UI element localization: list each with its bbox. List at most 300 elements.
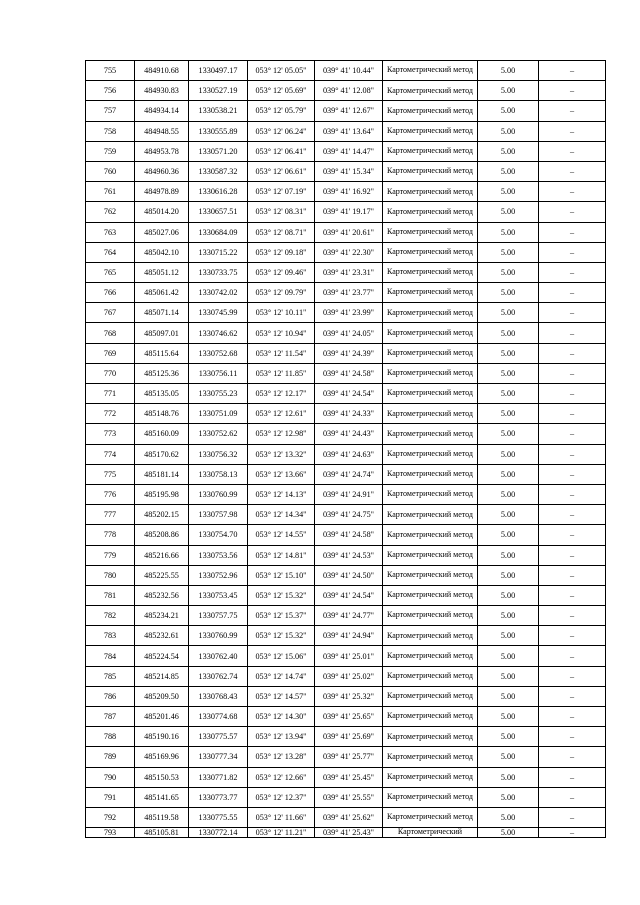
note-cell: – bbox=[539, 222, 606, 242]
accuracy-cell: 5.00 bbox=[478, 828, 539, 838]
method-cell: Картометрический метод bbox=[383, 121, 478, 141]
table-row bbox=[86, 141, 606, 161]
longitude-cell: 039° 41' 13.64" bbox=[315, 121, 383, 141]
x-coordinate-cell: 485234.21 bbox=[135, 606, 189, 626]
method-cell: Картометрический метод bbox=[383, 323, 478, 343]
longitude-cell: 039° 41' 24.58" bbox=[315, 525, 383, 545]
point-number-cell: 760 bbox=[86, 161, 135, 181]
note-cell: – bbox=[539, 444, 606, 464]
table-row bbox=[86, 101, 606, 121]
latitude-cell: 053° 12' 13.28" bbox=[248, 747, 315, 767]
method-cell: Картометрический метод bbox=[383, 727, 478, 747]
y-coordinate-cell: 1330762.74 bbox=[189, 666, 248, 686]
point-number-cell: 776 bbox=[86, 484, 135, 504]
accuracy-cell: 5.00 bbox=[478, 262, 539, 282]
accuracy-cell: 5.00 bbox=[478, 585, 539, 605]
x-coordinate-cell: 485027.06 bbox=[135, 222, 189, 242]
table-row bbox=[86, 323, 606, 343]
y-coordinate-cell: 1330760.99 bbox=[189, 484, 248, 504]
table-row bbox=[86, 121, 606, 141]
method-cell: Картометрический метод bbox=[383, 141, 478, 161]
accuracy-cell: 5.00 bbox=[478, 182, 539, 202]
accuracy-cell: 5.00 bbox=[478, 686, 539, 706]
note-cell: – bbox=[539, 707, 606, 727]
method-cell: Картометрический метод bbox=[383, 646, 478, 666]
x-coordinate-cell: 485160.09 bbox=[135, 424, 189, 444]
table-row bbox=[86, 626, 606, 646]
method-cell: Картометрический метод bbox=[383, 161, 478, 181]
x-coordinate-cell: 484960.36 bbox=[135, 161, 189, 181]
table-row bbox=[86, 161, 606, 181]
longitude-cell: 039° 41' 10.44" bbox=[315, 61, 383, 81]
latitude-cell: 053° 12' 12.17" bbox=[248, 384, 315, 404]
x-coordinate-cell: 485232.61 bbox=[135, 626, 189, 646]
accuracy-cell: 5.00 bbox=[478, 707, 539, 727]
latitude-cell: 053° 12' 12.98" bbox=[248, 424, 315, 444]
note-cell: – bbox=[539, 686, 606, 706]
x-coordinate-cell: 485208.86 bbox=[135, 525, 189, 545]
method-cell: Картометрический метод bbox=[383, 484, 478, 504]
longitude-cell: 039° 41' 24.43" bbox=[315, 424, 383, 444]
longitude-cell: 039° 41' 12.67" bbox=[315, 101, 383, 121]
note-cell: – bbox=[539, 161, 606, 181]
accuracy-cell: 5.00 bbox=[478, 303, 539, 323]
table-row bbox=[86, 182, 606, 202]
point-number-cell: 777 bbox=[86, 505, 135, 525]
x-coordinate-cell: 485014.20 bbox=[135, 202, 189, 222]
table-row bbox=[86, 242, 606, 262]
y-coordinate-cell: 1330538.21 bbox=[189, 101, 248, 121]
accuracy-cell: 5.00 bbox=[478, 363, 539, 383]
table-row bbox=[86, 424, 606, 444]
accuracy-cell: 5.00 bbox=[478, 323, 539, 343]
y-coordinate-cell: 1330774.68 bbox=[189, 707, 248, 727]
accuracy-cell: 5.00 bbox=[478, 727, 539, 747]
point-number-cell: 793 bbox=[86, 828, 135, 838]
longitude-cell: 039° 41' 22.30" bbox=[315, 242, 383, 262]
point-number-cell: 779 bbox=[86, 545, 135, 565]
y-coordinate-cell: 1330777.34 bbox=[189, 747, 248, 767]
note-cell: – bbox=[539, 182, 606, 202]
point-number-cell: 789 bbox=[86, 747, 135, 767]
x-coordinate-cell: 485097.01 bbox=[135, 323, 189, 343]
x-coordinate-cell: 485232.56 bbox=[135, 585, 189, 605]
y-coordinate-cell: 1330752.62 bbox=[189, 424, 248, 444]
x-coordinate-cell: 485119.58 bbox=[135, 807, 189, 827]
point-number-cell: 788 bbox=[86, 727, 135, 747]
table-row bbox=[86, 202, 606, 222]
table-row bbox=[86, 525, 606, 545]
y-coordinate-cell: 1330657.51 bbox=[189, 202, 248, 222]
point-number-cell: 765 bbox=[86, 262, 135, 282]
x-coordinate-cell: 484948.55 bbox=[135, 121, 189, 141]
table-row bbox=[86, 262, 606, 282]
latitude-cell: 053° 12' 15.32" bbox=[248, 585, 315, 605]
latitude-cell: 053° 12' 14.81" bbox=[248, 545, 315, 565]
method-cell: Картометрический метод bbox=[383, 404, 478, 424]
longitude-cell: 039° 41' 20.61" bbox=[315, 222, 383, 242]
longitude-cell: 039° 41' 23.31" bbox=[315, 262, 383, 282]
point-number-cell: 790 bbox=[86, 767, 135, 787]
table-row bbox=[86, 404, 606, 424]
x-coordinate-cell: 485115.64 bbox=[135, 343, 189, 363]
note-cell: – bbox=[539, 525, 606, 545]
y-coordinate-cell: 1330733.75 bbox=[189, 262, 248, 282]
accuracy-cell: 5.00 bbox=[478, 384, 539, 404]
latitude-cell: 053° 12' 14.34" bbox=[248, 505, 315, 525]
x-coordinate-cell: 485042.10 bbox=[135, 242, 189, 262]
table-row bbox=[86, 606, 606, 626]
x-coordinate-cell: 485170.62 bbox=[135, 444, 189, 464]
latitude-cell: 053° 12' 15.32" bbox=[248, 626, 315, 646]
y-coordinate-cell: 1330756.11 bbox=[189, 363, 248, 383]
y-coordinate-cell: 1330587.32 bbox=[189, 161, 248, 181]
point-number-cell: 766 bbox=[86, 283, 135, 303]
longitude-cell: 039° 41' 16.92" bbox=[315, 182, 383, 202]
point-number-cell: 772 bbox=[86, 404, 135, 424]
method-cell: Картометрический метод bbox=[383, 686, 478, 706]
note-cell: – bbox=[539, 828, 606, 838]
accuracy-cell: 5.00 bbox=[478, 464, 539, 484]
method-cell: Картометрический метод bbox=[383, 444, 478, 464]
latitude-cell: 053° 12' 09.18" bbox=[248, 242, 315, 262]
method-cell: Картометрический метод bbox=[383, 707, 478, 727]
longitude-cell: 039° 41' 12.08" bbox=[315, 81, 383, 101]
method-cell: Картометрический метод bbox=[383, 767, 478, 787]
table-row bbox=[86, 384, 606, 404]
accuracy-cell: 5.00 bbox=[478, 505, 539, 525]
note-cell: – bbox=[539, 464, 606, 484]
accuracy-cell: 5.00 bbox=[478, 484, 539, 504]
longitude-cell: 039° 41' 25.45" bbox=[315, 767, 383, 787]
method-cell: Картометрический метод bbox=[383, 202, 478, 222]
method-cell: Картометрический метод bbox=[383, 505, 478, 525]
latitude-cell: 053° 12' 06.41" bbox=[248, 141, 315, 161]
latitude-cell: 053° 12' 13.66" bbox=[248, 464, 315, 484]
latitude-cell: 053° 12' 14.13" bbox=[248, 484, 315, 504]
y-coordinate-cell: 1330757.98 bbox=[189, 505, 248, 525]
note-cell: – bbox=[539, 343, 606, 363]
accuracy-cell: 5.00 bbox=[478, 545, 539, 565]
note-cell: – bbox=[539, 787, 606, 807]
latitude-cell: 053° 12' 09.46" bbox=[248, 262, 315, 282]
accuracy-cell: 5.00 bbox=[478, 626, 539, 646]
accuracy-cell: 5.00 bbox=[478, 525, 539, 545]
longitude-cell: 039° 41' 25.65" bbox=[315, 707, 383, 727]
x-coordinate-cell: 484934.14 bbox=[135, 101, 189, 121]
point-number-cell: 784 bbox=[86, 646, 135, 666]
latitude-cell: 053° 12' 05.79" bbox=[248, 101, 315, 121]
table-row bbox=[86, 61, 606, 81]
latitude-cell: 053° 12' 07.19" bbox=[248, 182, 315, 202]
note-cell: – bbox=[539, 484, 606, 504]
table-row bbox=[86, 283, 606, 303]
longitude-cell: 039° 41' 25.32" bbox=[315, 686, 383, 706]
longitude-cell: 039° 41' 24.77" bbox=[315, 606, 383, 626]
point-number-cell: 783 bbox=[86, 626, 135, 646]
accuracy-cell: 5.00 bbox=[478, 141, 539, 161]
method-cell: Картометрический метод bbox=[383, 283, 478, 303]
latitude-cell: 053° 12' 05.05" bbox=[248, 61, 315, 81]
table-row bbox=[86, 464, 606, 484]
accuracy-cell: 5.00 bbox=[478, 404, 539, 424]
method-cell: Картометрический метод bbox=[383, 363, 478, 383]
table-row bbox=[86, 545, 606, 565]
y-coordinate-cell: 1330752.96 bbox=[189, 565, 248, 585]
x-coordinate-cell: 485195.98 bbox=[135, 484, 189, 504]
x-coordinate-cell: 485216.66 bbox=[135, 545, 189, 565]
x-coordinate-cell: 485225.55 bbox=[135, 565, 189, 585]
longitude-cell: 039° 41' 14.47" bbox=[315, 141, 383, 161]
point-number-cell: 756 bbox=[86, 81, 135, 101]
y-coordinate-cell: 1330715.22 bbox=[189, 242, 248, 262]
y-coordinate-cell: 1330755.23 bbox=[189, 384, 248, 404]
longitude-cell: 039° 41' 25.01" bbox=[315, 646, 383, 666]
y-coordinate-cell: 1330773.77 bbox=[189, 787, 248, 807]
table-row bbox=[86, 646, 606, 666]
note-cell: – bbox=[539, 807, 606, 827]
point-number-cell: 782 bbox=[86, 606, 135, 626]
note-cell: – bbox=[539, 424, 606, 444]
table-body bbox=[86, 61, 606, 838]
note-cell: – bbox=[539, 585, 606, 605]
point-number-cell: 786 bbox=[86, 686, 135, 706]
longitude-cell: 039° 41' 24.54" bbox=[315, 585, 383, 605]
x-coordinate-cell: 485061.42 bbox=[135, 283, 189, 303]
method-cell: Картометрический метод bbox=[383, 545, 478, 565]
x-coordinate-cell: 485148.76 bbox=[135, 404, 189, 424]
latitude-cell: 053° 12' 08.31" bbox=[248, 202, 315, 222]
note-cell: – bbox=[539, 384, 606, 404]
x-coordinate-cell: 485209.50 bbox=[135, 686, 189, 706]
table-row bbox=[86, 828, 606, 838]
longitude-cell: 039° 41' 24.39" bbox=[315, 343, 383, 363]
y-coordinate-cell: 1330555.89 bbox=[189, 121, 248, 141]
point-number-cell: 755 bbox=[86, 61, 135, 81]
latitude-cell: 053° 12' 14.74" bbox=[248, 666, 315, 686]
latitude-cell: 053° 12' 11.66" bbox=[248, 807, 315, 827]
y-coordinate-cell: 1330751.09 bbox=[189, 404, 248, 424]
y-coordinate-cell: 1330684.09 bbox=[189, 222, 248, 242]
point-number-cell: 774 bbox=[86, 444, 135, 464]
latitude-cell: 053° 12' 08.71" bbox=[248, 222, 315, 242]
y-coordinate-cell: 1330772.14 bbox=[189, 828, 248, 838]
method-cell: Картометрический метод bbox=[383, 666, 478, 686]
y-coordinate-cell: 1330758.13 bbox=[189, 464, 248, 484]
note-cell: – bbox=[539, 545, 606, 565]
latitude-cell: 053° 12' 14.55" bbox=[248, 525, 315, 545]
accuracy-cell: 5.00 bbox=[478, 787, 539, 807]
x-coordinate-cell: 485141.65 bbox=[135, 787, 189, 807]
x-coordinate-cell: 485071.14 bbox=[135, 303, 189, 323]
note-cell: – bbox=[539, 666, 606, 686]
latitude-cell: 053° 12' 13.32" bbox=[248, 444, 315, 464]
table-row bbox=[86, 807, 606, 827]
x-coordinate-cell: 484953.78 bbox=[135, 141, 189, 161]
y-coordinate-cell: 1330760.99 bbox=[189, 626, 248, 646]
note-cell: – bbox=[539, 505, 606, 525]
y-coordinate-cell: 1330527.19 bbox=[189, 81, 248, 101]
point-number-cell: 771 bbox=[86, 384, 135, 404]
method-cell: Картометрический метод bbox=[383, 182, 478, 202]
point-number-cell: 787 bbox=[86, 707, 135, 727]
table-row bbox=[86, 686, 606, 706]
accuracy-cell: 5.00 bbox=[478, 747, 539, 767]
x-coordinate-cell: 484910.68 bbox=[135, 61, 189, 81]
y-coordinate-cell: 1330752.68 bbox=[189, 343, 248, 363]
method-cell: Картометрический метод bbox=[383, 464, 478, 484]
note-cell: – bbox=[539, 606, 606, 626]
point-number-cell: 769 bbox=[86, 343, 135, 363]
y-coordinate-cell: 1330756.32 bbox=[189, 444, 248, 464]
method-cell: Картометрический метод bbox=[383, 303, 478, 323]
table-row bbox=[86, 81, 606, 101]
point-number-cell: 764 bbox=[86, 242, 135, 262]
longitude-cell: 039° 41' 25.69" bbox=[315, 727, 383, 747]
accuracy-cell: 5.00 bbox=[478, 646, 539, 666]
table-row bbox=[86, 767, 606, 787]
point-number-cell: 780 bbox=[86, 565, 135, 585]
point-number-cell: 768 bbox=[86, 323, 135, 343]
method-cell: Картометрический метод bbox=[383, 807, 478, 827]
method-cell: Картометрический метод bbox=[383, 525, 478, 545]
table-row bbox=[86, 585, 606, 605]
method-cell: Картометрический метод bbox=[383, 61, 478, 81]
coordinates-table bbox=[85, 60, 606, 838]
longitude-cell: 039° 41' 24.94" bbox=[315, 626, 383, 646]
longitude-cell: 039° 41' 25.55" bbox=[315, 787, 383, 807]
x-coordinate-cell: 485224.54 bbox=[135, 646, 189, 666]
method-cell: Картометрический метод bbox=[383, 101, 478, 121]
y-coordinate-cell: 1330571.20 bbox=[189, 141, 248, 161]
table-row bbox=[86, 222, 606, 242]
accuracy-cell: 5.00 bbox=[478, 161, 539, 181]
latitude-cell: 053° 12' 06.61" bbox=[248, 161, 315, 181]
accuracy-cell: 5.00 bbox=[478, 343, 539, 363]
point-number-cell: 757 bbox=[86, 101, 135, 121]
latitude-cell: 053° 12' 11.21" bbox=[248, 828, 315, 838]
note-cell: – bbox=[539, 727, 606, 747]
longitude-cell: 039° 41' 23.99" bbox=[315, 303, 383, 323]
longitude-cell: 039° 41' 25.02" bbox=[315, 666, 383, 686]
accuracy-cell: 5.00 bbox=[478, 101, 539, 121]
latitude-cell: 053° 12' 15.37" bbox=[248, 606, 315, 626]
longitude-cell: 039° 41' 24.05" bbox=[315, 323, 383, 343]
point-number-cell: 758 bbox=[86, 121, 135, 141]
accuracy-cell: 5.00 bbox=[478, 767, 539, 787]
x-coordinate-cell: 485214.85 bbox=[135, 666, 189, 686]
method-cell: Картометрический метод bbox=[383, 222, 478, 242]
accuracy-cell: 5.00 bbox=[478, 565, 539, 585]
x-coordinate-cell: 485105.81 bbox=[135, 828, 189, 838]
latitude-cell: 053° 12' 05.69" bbox=[248, 81, 315, 101]
latitude-cell: 053° 12' 12.66" bbox=[248, 767, 315, 787]
accuracy-cell: 5.00 bbox=[478, 807, 539, 827]
accuracy-cell: 5.00 bbox=[478, 606, 539, 626]
point-number-cell: 791 bbox=[86, 787, 135, 807]
accuracy-cell: 5.00 bbox=[478, 666, 539, 686]
longitude-cell: 039° 41' 24.53" bbox=[315, 545, 383, 565]
accuracy-cell: 5.00 bbox=[478, 424, 539, 444]
point-number-cell: 759 bbox=[86, 141, 135, 161]
method-cell: Картометрический метод bbox=[383, 585, 478, 605]
note-cell: – bbox=[539, 404, 606, 424]
method-cell: Картометрический метод bbox=[383, 747, 478, 767]
accuracy-cell: 5.00 bbox=[478, 283, 539, 303]
point-number-cell: 762 bbox=[86, 202, 135, 222]
latitude-cell: 053° 12' 14.57" bbox=[248, 686, 315, 706]
longitude-cell: 039° 41' 24.63" bbox=[315, 444, 383, 464]
method-cell: Картометрический метод bbox=[383, 424, 478, 444]
longitude-cell: 039° 41' 19.17" bbox=[315, 202, 383, 222]
x-coordinate-cell: 485190.16 bbox=[135, 727, 189, 747]
latitude-cell: 053° 12' 11.85" bbox=[248, 363, 315, 383]
method-cell: Картометрический метод bbox=[383, 242, 478, 262]
y-coordinate-cell: 1330742.02 bbox=[189, 283, 248, 303]
point-number-cell: 770 bbox=[86, 363, 135, 383]
method-cell: Картометрический метод bbox=[383, 565, 478, 585]
accuracy-cell: 5.00 bbox=[478, 61, 539, 81]
method-cell: Картометрический метод bbox=[383, 343, 478, 363]
note-cell: – bbox=[539, 626, 606, 646]
latitude-cell: 053° 12' 15.06" bbox=[248, 646, 315, 666]
latitude-cell: 053° 12' 12.37" bbox=[248, 787, 315, 807]
table-row bbox=[86, 666, 606, 686]
longitude-cell: 039° 41' 25.77" bbox=[315, 747, 383, 767]
table-row bbox=[86, 363, 606, 383]
accuracy-cell: 5.00 bbox=[478, 222, 539, 242]
accuracy-cell: 5.00 bbox=[478, 121, 539, 141]
note-cell: – bbox=[539, 101, 606, 121]
x-coordinate-cell: 485135.05 bbox=[135, 384, 189, 404]
method-cell: Картометрический метод bbox=[383, 81, 478, 101]
table-row bbox=[86, 343, 606, 363]
accuracy-cell: 5.00 bbox=[478, 202, 539, 222]
table-row bbox=[86, 505, 606, 525]
y-coordinate-cell: 1330771.82 bbox=[189, 767, 248, 787]
note-cell: – bbox=[539, 61, 606, 81]
longitude-cell: 039° 41' 25.62" bbox=[315, 807, 383, 827]
x-coordinate-cell: 485169.96 bbox=[135, 747, 189, 767]
y-coordinate-cell: 1330754.70 bbox=[189, 525, 248, 545]
point-number-cell: 773 bbox=[86, 424, 135, 444]
y-coordinate-cell: 1330753.56 bbox=[189, 545, 248, 565]
method-cell: Картометрический метод bbox=[383, 384, 478, 404]
y-coordinate-cell: 1330757.75 bbox=[189, 606, 248, 626]
longitude-cell: 039° 41' 24.74" bbox=[315, 464, 383, 484]
note-cell: – bbox=[539, 767, 606, 787]
note-cell: – bbox=[539, 202, 606, 222]
table-row bbox=[86, 444, 606, 464]
note-cell: – bbox=[539, 283, 606, 303]
y-coordinate-cell: 1330746.62 bbox=[189, 323, 248, 343]
point-number-cell: 761 bbox=[86, 182, 135, 202]
point-number-cell: 785 bbox=[86, 666, 135, 686]
note-cell: – bbox=[539, 323, 606, 343]
note-cell: – bbox=[539, 121, 606, 141]
point-number-cell: 767 bbox=[86, 303, 135, 323]
note-cell: – bbox=[539, 747, 606, 767]
table-row bbox=[86, 707, 606, 727]
accuracy-cell: 5.00 bbox=[478, 242, 539, 262]
latitude-cell: 053° 12' 11.54" bbox=[248, 343, 315, 363]
longitude-cell: 039° 41' 23.77" bbox=[315, 283, 383, 303]
note-cell: – bbox=[539, 646, 606, 666]
table-row bbox=[86, 303, 606, 323]
note-cell: – bbox=[539, 303, 606, 323]
longitude-cell: 039° 41' 25.43" bbox=[315, 828, 383, 838]
longitude-cell: 039° 41' 24.58" bbox=[315, 363, 383, 383]
